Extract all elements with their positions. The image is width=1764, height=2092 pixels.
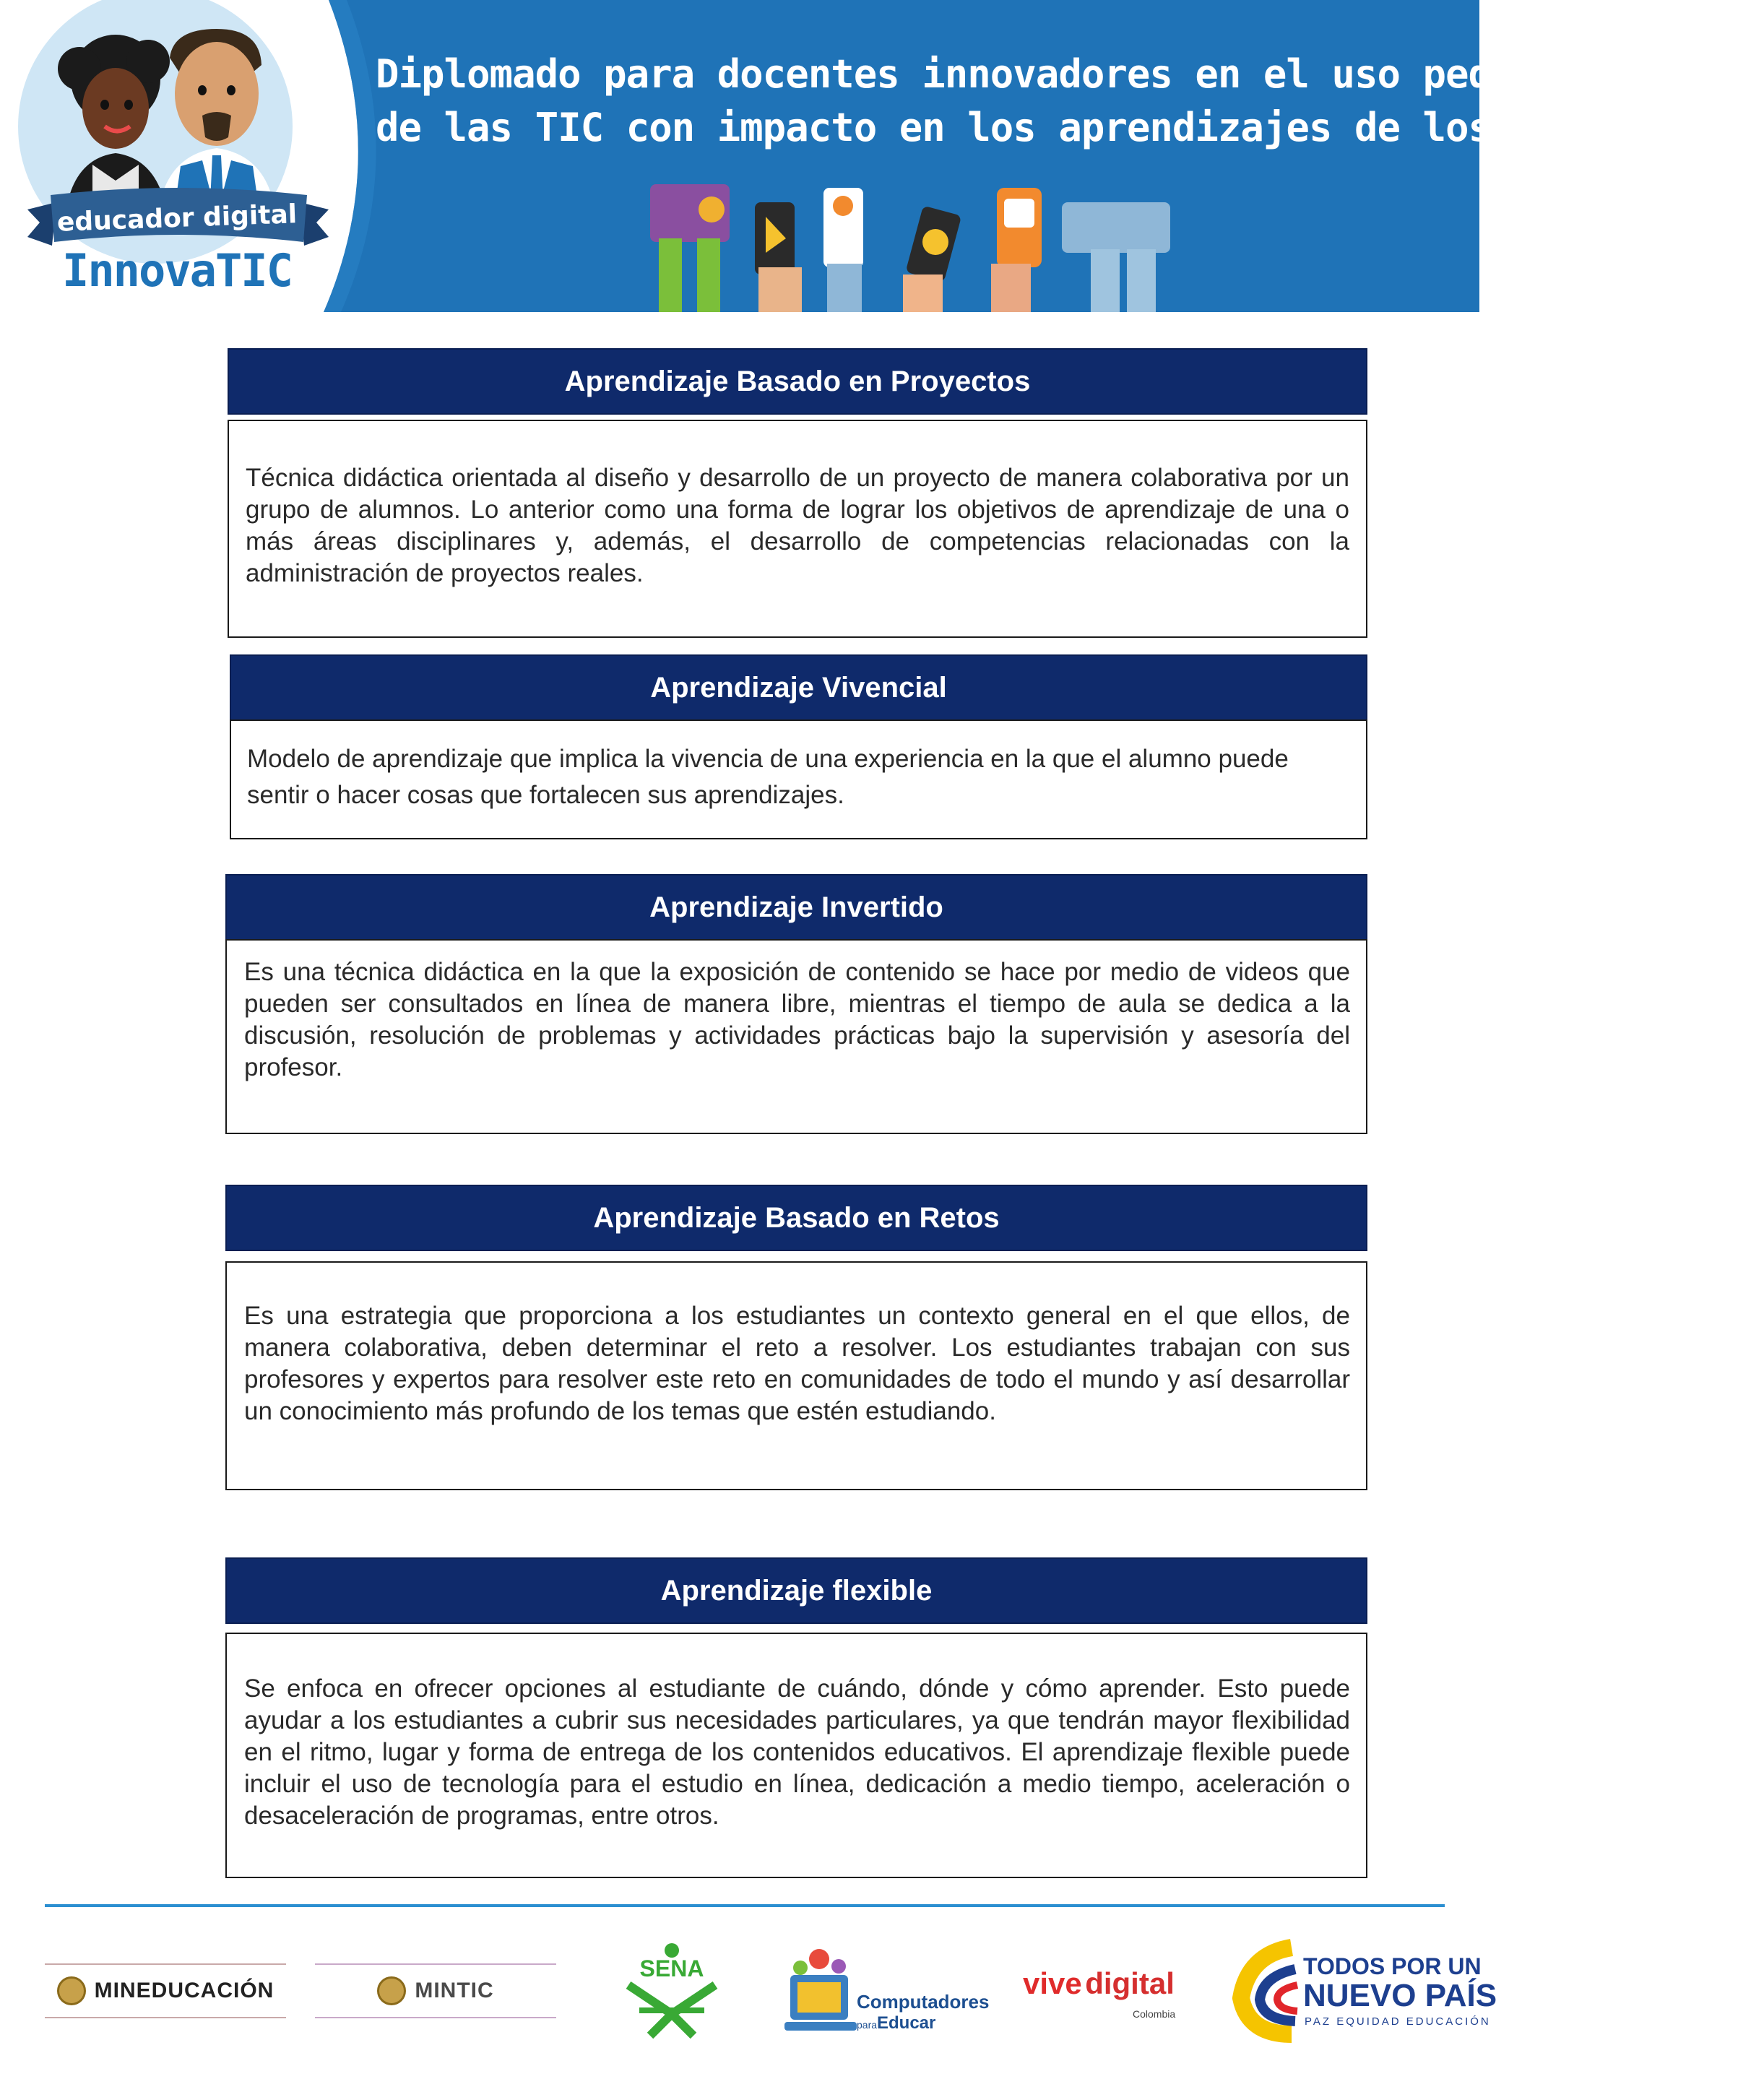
mineducacion-label: MINEDUCACIÓN — [94, 1979, 274, 2002]
colombia-seal-icon — [377, 1976, 406, 2005]
computadores-para-educar-logo — [784, 1939, 990, 2040]
section-text: Modelo de aprendizaje que implica la vivencia de una experiencia en la que el alumno puede sentir o hacer cosas que fortalecen sus aprendizajes. — [247, 745, 1289, 809]
colombia-seal-icon — [57, 1976, 86, 2005]
nuevo-pais-line-3: PAZ EQUIDAD EDUCACIÓN — [1305, 2015, 1491, 2028]
sena-label: SENA — [639, 1955, 704, 1981]
nuevo-pais-line-2: NUEVO PAÍS — [1303, 1978, 1497, 2013]
mineducacion-logo — [45, 1963, 286, 2018]
nuevo-pais-flag-icon — [1234, 1940, 1300, 2041]
section-title: Aprendizaje Vivencial — [230, 654, 1367, 721]
cpe-line-3: Educar — [877, 2013, 936, 2033]
sena-icon — [621, 1942, 722, 2043]
vive-digital-logo — [1023, 1966, 1196, 2024]
section-text: Es una técnica didáctica en la que la exposición de contenido se hace por medio de videos que pueden ser consultados en línea de manera libre, mientras el tiempo de aula se dedica a la discusión, resolución de problemas y actividades prácticas bajo la supervisión y asesoría del profesor. — [244, 958, 1350, 1081]
section-text: Se enfoca en ofrecer opciones al estudiante de cuándo, dónde y cómo aprender. Esto puede ayudar a los estudiantes a cubrir sus necesidades particulares, ya que tendrán mayor flexibilidad en el ritmo, lugar y forma de entrega de los contenidos educativos. El aprendizaje flexible puede incluir el uso de tecnología para el estudio en línea, dedicación a medio tiempo, aceleración o desaceleración de programas, entre otros. — [244, 1674, 1350, 1830]
footer-divider — [45, 1904, 1445, 1907]
colombia-label: Colombia — [1133, 2008, 1176, 2020]
section-title: Aprendizaje Invertido — [225, 874, 1367, 941]
banner-title-line-2: de las TIC con impacto en los aprendizajes de los estudiantes — [376, 105, 1764, 150]
mintic-logo — [315, 1963, 556, 2018]
sena-logo — [621, 1942, 722, 2043]
nuevo-pais-line-1: TODOS POR UN — [1303, 1953, 1482, 1979]
section-text: Técnica didáctica orientada al diseño y desarrollo de un proyecto de manera colaborativa por un grupo de alumnos. Lo anterior como una forma de lograr los objetivos de aprendizaje de una o más áreas disciplinares y, además, el desarrollo de competencias relacionadas con la administración de proyectos reales. — [246, 464, 1349, 587]
section-text: Es una estrategia que proporciona a los estudiantes un contexto general en el que ellos, de manera colaborativa, deben determinar el reto a resolver. Los estudiantes trabajan con sus profesores y expertos para resolver este reto en comunidades de todo el mundo y así desarrollar un conocimiento más profundo de los temas que estén estudiando. — [244, 1302, 1350, 1425]
section-title: Aprendizaje Basado en Retos — [225, 1185, 1367, 1251]
cpe-icon — [784, 1939, 990, 2040]
vive-label: vive — [1023, 1966, 1082, 2000]
badge-educador-digital: educador digital — [56, 199, 298, 238]
cpe-line-1: Computadores — [857, 1991, 990, 2013]
banner-title-line-1: Diplomado para docentes innovadores en el uso pedagógico — [376, 51, 1651, 97]
section-title: Aprendizaje flexible — [225, 1557, 1367, 1624]
todos-por-un-nuevo-pais-logo — [1234, 1940, 1497, 2041]
cpe-line-2: para — [857, 2019, 878, 2031]
banner-title — [376, 48, 1764, 155]
mintic-label: MINTIC — [415, 1979, 494, 2002]
badge-innovatic: InnovaTIC — [62, 244, 292, 297]
header-banner — [0, 0, 1764, 312]
digital-label: digital — [1085, 1966, 1175, 2000]
section-title: Aprendizaje Basado en Proyectos — [228, 348, 1367, 415]
